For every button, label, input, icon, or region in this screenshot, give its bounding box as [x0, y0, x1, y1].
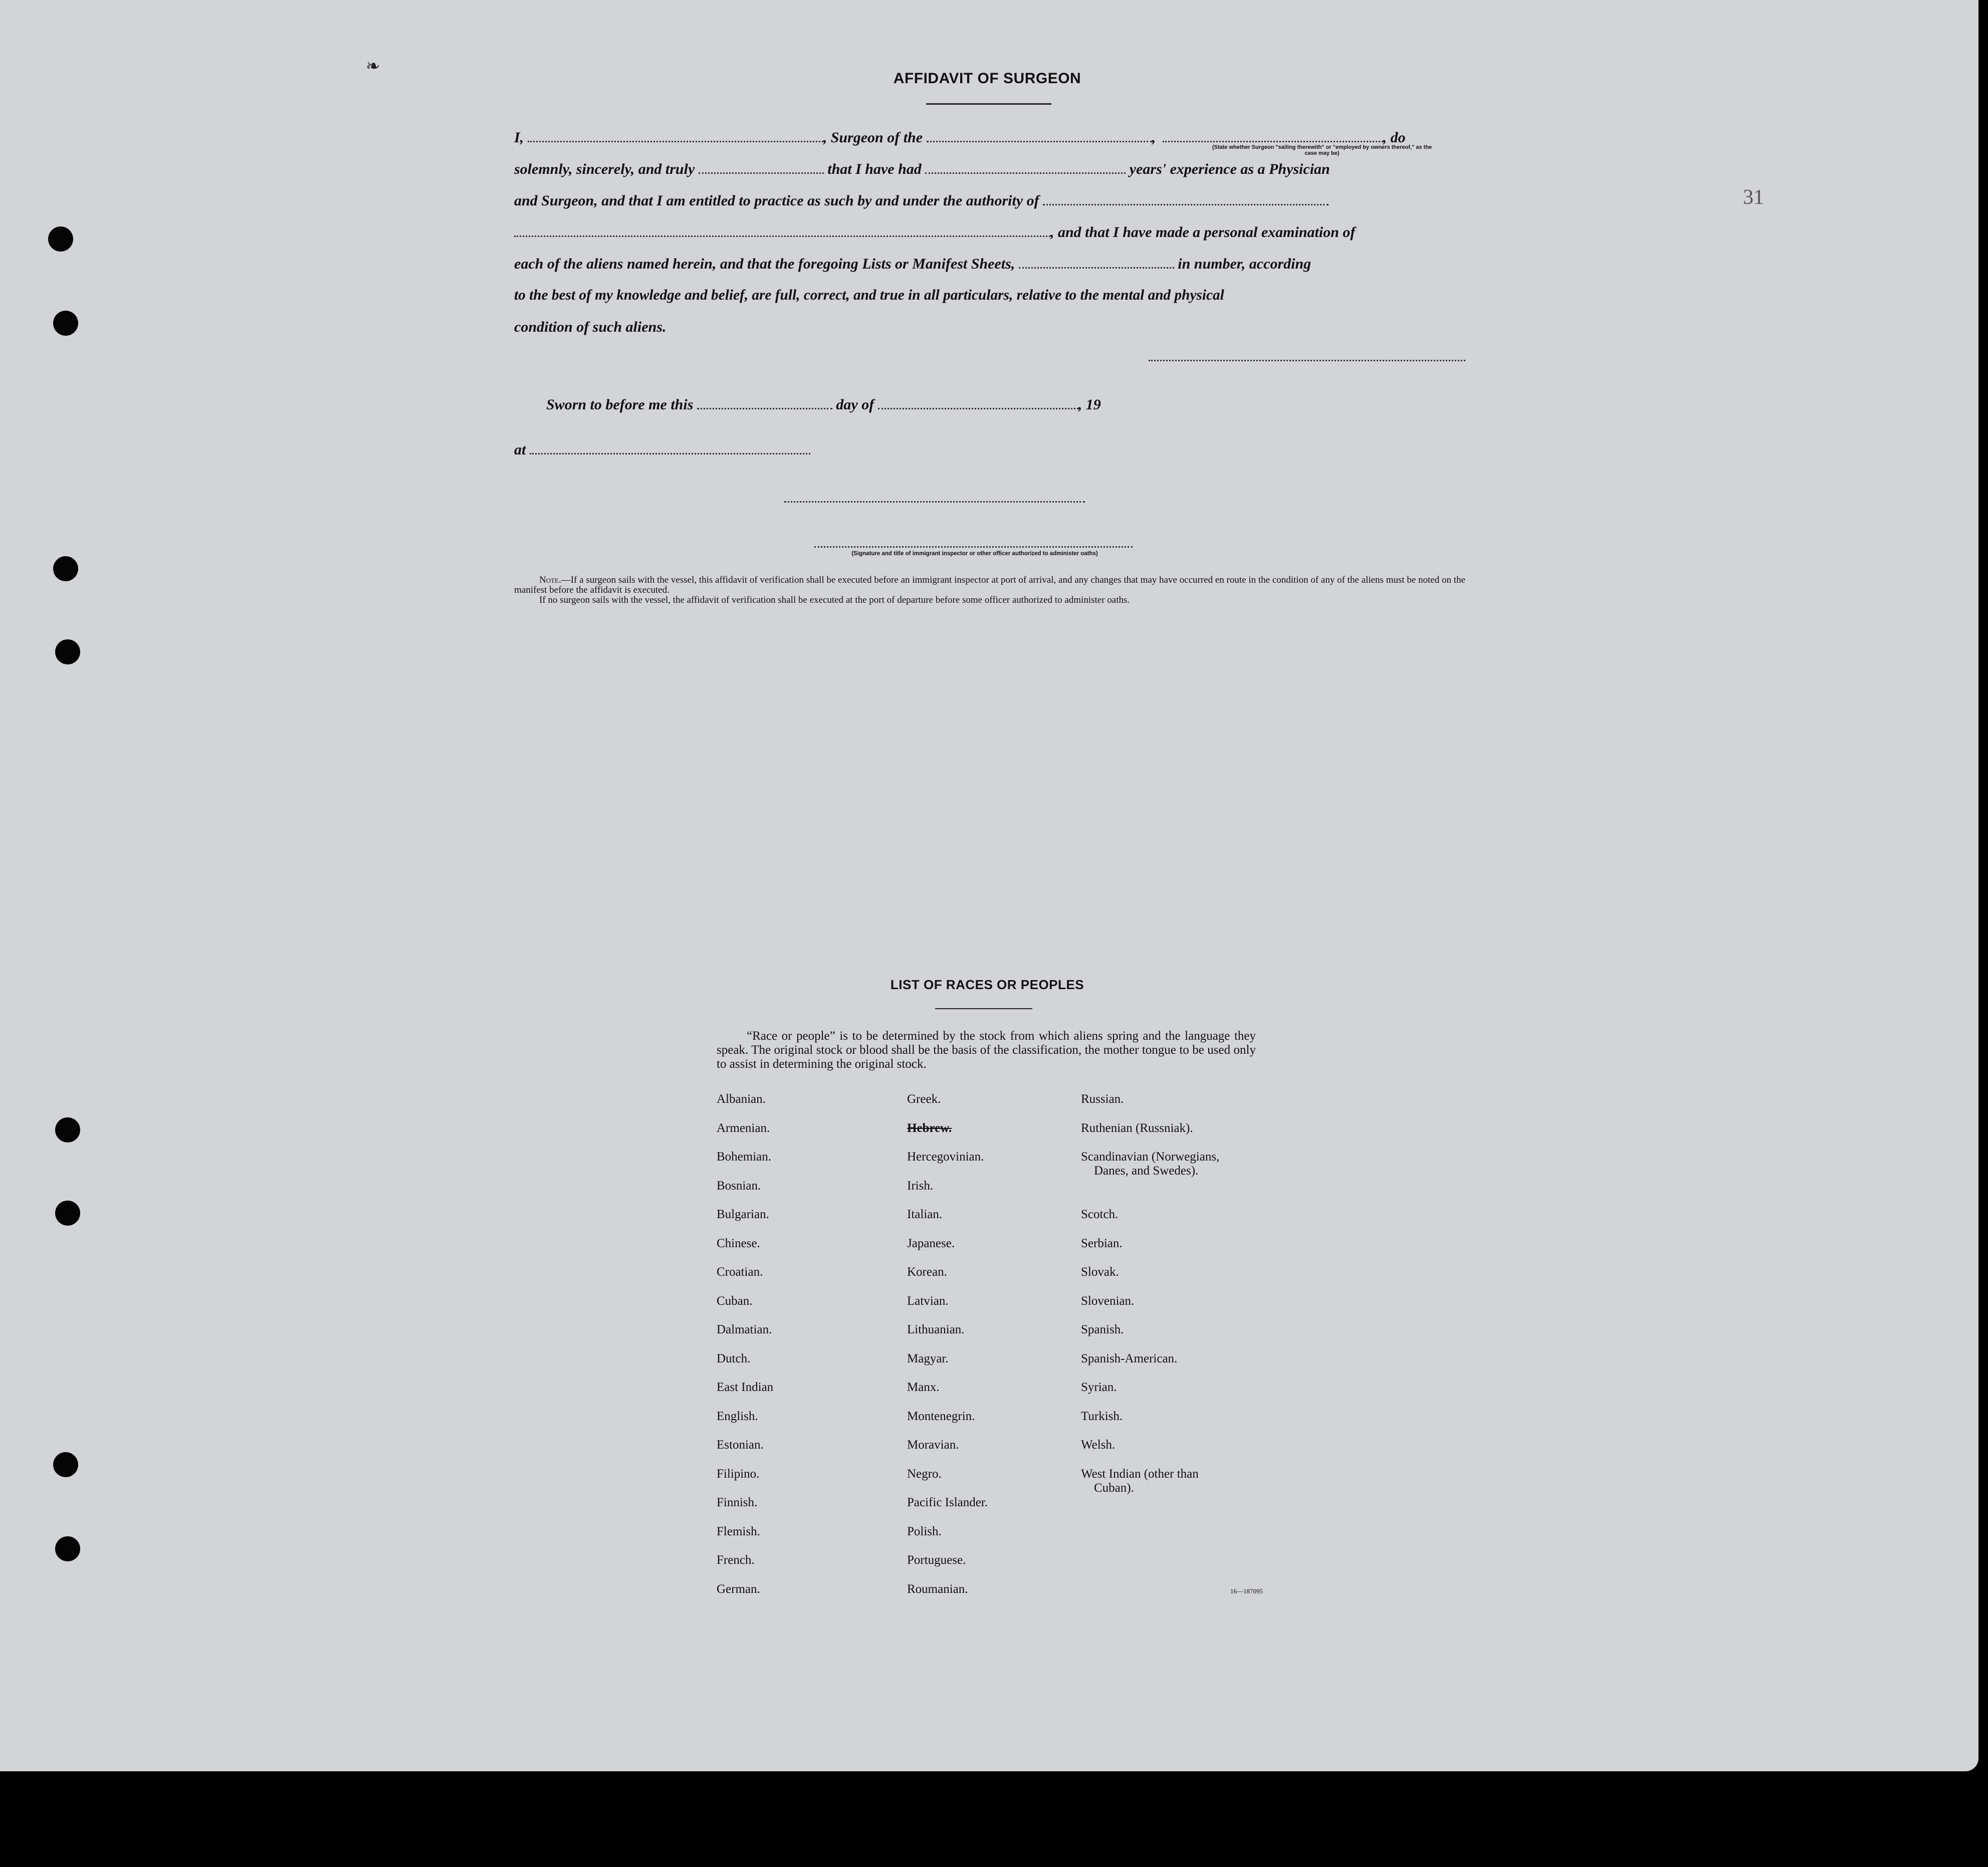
affidavit-line-6: to the best of my knowledge and belief, are full, correct, and true in all particulars, relative to the mental and physical — [514, 287, 1224, 303]
blank-surgeon-name[interactable] — [528, 140, 823, 142]
race-list-item: Chinese. — [717, 1236, 760, 1250]
race-list-item: German. — [717, 1582, 760, 1596]
affidavit-line-3 — [514, 185, 1466, 216]
race-list-item: Dutch. — [717, 1351, 751, 1365]
race-list-item: English. — [717, 1409, 758, 1423]
race-list-item: Croatian. — [717, 1265, 763, 1279]
officer-title-line[interactable] — [814, 546, 1133, 548]
sworn-line — [546, 389, 1248, 420]
punch-hole — [53, 311, 78, 336]
race-list-item: Armenian. — [717, 1121, 770, 1135]
race-list-item: Latvian. — [907, 1294, 949, 1308]
race-list-item: Ruthenian (Russniak). — [1081, 1121, 1193, 1135]
races-title: LIST OF RACES OR PEOPLES — [890, 977, 1084, 992]
race-list-item: Bulgarian. — [717, 1208, 769, 1221]
text: , and that I have made a personal examination of — [1050, 224, 1356, 241]
note-label: Note. — [539, 575, 561, 585]
blank-authority[interactable] — [1043, 203, 1329, 205]
at-line — [514, 434, 915, 465]
race-list-item: Finnish. — [717, 1496, 758, 1509]
surgeon-status-note: (State whether Surgeon "sailing therewith" or "employed by owners thereof," as the case may be) — [1212, 144, 1432, 156]
affidavit-note — [514, 575, 1465, 605]
race-list-item: Negro. — [907, 1467, 942, 1481]
note-text-1: —If a surgeon sails with the vessel, this affidavit of verification shall be executed before an immigrant inspector at port of arrival, and any changes that may have occurred en route in the condition of any of the aliens must be noted on the manifest before the affidavit is executed. — [514, 575, 1466, 595]
race-list-item: Hercegovinian. — [907, 1150, 984, 1163]
races-intro: “Race or people” is to be determined by the stock from which aliens spring and the language they speak. The original stock or blood shall be the basis of the classification, the mother tongue to be used only to assist in determining the original stock. — [717, 1029, 1256, 1071]
text: years' experience as a Physician — [1129, 161, 1330, 177]
race-list-item: West Indian (other than — [1081, 1467, 1199, 1481]
race-list-item: Spanish. — [1081, 1323, 1124, 1336]
race-list-item: Bohemian. — [717, 1150, 772, 1163]
race-list-item: Japanese. — [907, 1236, 955, 1250]
text: , Surgeon of the — [823, 129, 923, 146]
race-list-item: Italian. — [907, 1208, 943, 1221]
punch-hole — [55, 1201, 80, 1226]
text: , do — [1383, 129, 1406, 146]
punch-hole — [48, 226, 73, 252]
page-number-mark: 31 — [1743, 186, 1764, 209]
text: that I have had — [827, 161, 922, 177]
race-list-item: Roumanian. — [907, 1582, 968, 1596]
race-list-item: Hebrew. — [907, 1121, 952, 1135]
race-list-item: Serbian. — [1081, 1236, 1123, 1250]
blank-sworn-or-affirmed[interactable] — [699, 172, 824, 174]
title-underline — [926, 103, 1051, 105]
race-list-item: Cuban). — [1094, 1481, 1134, 1495]
affidavit-title: AFFIDAVIT OF SURGEON — [893, 70, 1081, 87]
race-list-item: Danes, and Swedes). — [1094, 1164, 1199, 1178]
affidavit-line-2 — [514, 153, 1466, 185]
note-paragraph-1 — [514, 575, 1465, 595]
race-list-item: Dalmatian. — [717, 1323, 772, 1336]
race-list-item: Montenegrin. — [907, 1409, 975, 1423]
text: and Surgeon, and that I am entitled to practice as such by and under the authority of — [514, 192, 1039, 209]
race-list-item: Moravian. — [907, 1438, 959, 1452]
race-list-item: Albanian. — [717, 1092, 766, 1106]
punch-hole — [55, 1117, 80, 1142]
affidavit-line-7: condition of such aliens. — [514, 319, 667, 335]
race-list-item: Spanish-American. — [1081, 1351, 1178, 1365]
race-list-item: Portuguese. — [907, 1553, 966, 1567]
race-list-item: Bosnian. — [717, 1179, 761, 1193]
surgeon-signature-line[interactable] — [1149, 360, 1465, 361]
corner-mark: ❧ — [366, 57, 380, 76]
race-list-item: French. — [717, 1553, 755, 1567]
race-list-item: Magyar. — [907, 1351, 949, 1365]
race-list-item: Slovak. — [1081, 1265, 1119, 1279]
text: solemnly, sincerely, and truly — [514, 161, 695, 177]
blank-surgeon-status[interactable] — [1163, 140, 1383, 142]
race-list-item: Russian. — [1081, 1092, 1124, 1106]
race-list-item: Scandinavian (Norwegians, — [1081, 1150, 1220, 1163]
race-list-item: Irish. — [907, 1179, 934, 1193]
blank-month[interactable] — [878, 407, 1078, 409]
race-list-item: Estonian. — [717, 1438, 764, 1452]
blank-place[interactable] — [530, 452, 810, 454]
form-number: 16—187095 — [1230, 1587, 1263, 1595]
race-list-item: Turkish. — [1081, 1409, 1123, 1423]
race-list-item: East Indian — [717, 1380, 774, 1394]
affidavit-line-5 — [514, 248, 1466, 280]
text: each of the aliens named herein, and that the foregoing Lists or Manifest Sheets, — [514, 256, 1015, 272]
race-list-item: Lithuanian. — [907, 1323, 965, 1336]
race-list-item: Syrian. — [1081, 1380, 1117, 1394]
punch-hole — [55, 639, 80, 664]
note-paragraph-2: If no surgeon sails with the vessel, the affidavit of verification shall be executed at the port of departure before some officer authorized to administer oaths. — [539, 595, 1130, 605]
blank-authority-continued[interactable] — [514, 235, 1050, 237]
text: in number, according — [1178, 256, 1311, 272]
text: day of — [836, 396, 874, 413]
text: , — [1152, 129, 1156, 146]
race-list-item: Korean. — [907, 1265, 947, 1279]
blank-vessel-name[interactable] — [927, 140, 1152, 142]
race-list-item: Welsh. — [1081, 1438, 1116, 1452]
races-title-underline — [935, 1008, 1032, 1009]
officer-signature-line[interactable] — [784, 501, 1085, 503]
race-list-item: Greek. — [907, 1092, 941, 1106]
blank-sheet-count[interactable] — [1019, 267, 1174, 269]
race-list-item: Cuban. — [717, 1294, 753, 1308]
text: Sworn to before me this — [546, 396, 694, 413]
affidavit-line-4 — [514, 216, 1466, 248]
punch-hole — [53, 1452, 78, 1477]
text: at — [514, 441, 526, 458]
punch-hole — [55, 1536, 80, 1561]
blank-day[interactable] — [697, 407, 832, 409]
race-list-item: Slovenian. — [1081, 1294, 1135, 1308]
text: I, — [514, 129, 524, 146]
punch-hole — [53, 556, 78, 581]
signature-caption: (Signature and title of immigrant inspector or other officer authorized to administer oaths) — [851, 551, 1098, 557]
race-list-item: Polish. — [907, 1524, 942, 1538]
race-list-item: Scotch. — [1081, 1208, 1119, 1221]
race-list-item: Manx. — [907, 1380, 940, 1394]
text: , 19 — [1078, 396, 1101, 413]
blank-years-experience[interactable] — [925, 172, 1126, 174]
race-list-item: Flemish. — [717, 1524, 760, 1538]
race-list-item: Pacific Islander. — [907, 1496, 988, 1509]
race-list-item: Filipino. — [717, 1467, 760, 1481]
